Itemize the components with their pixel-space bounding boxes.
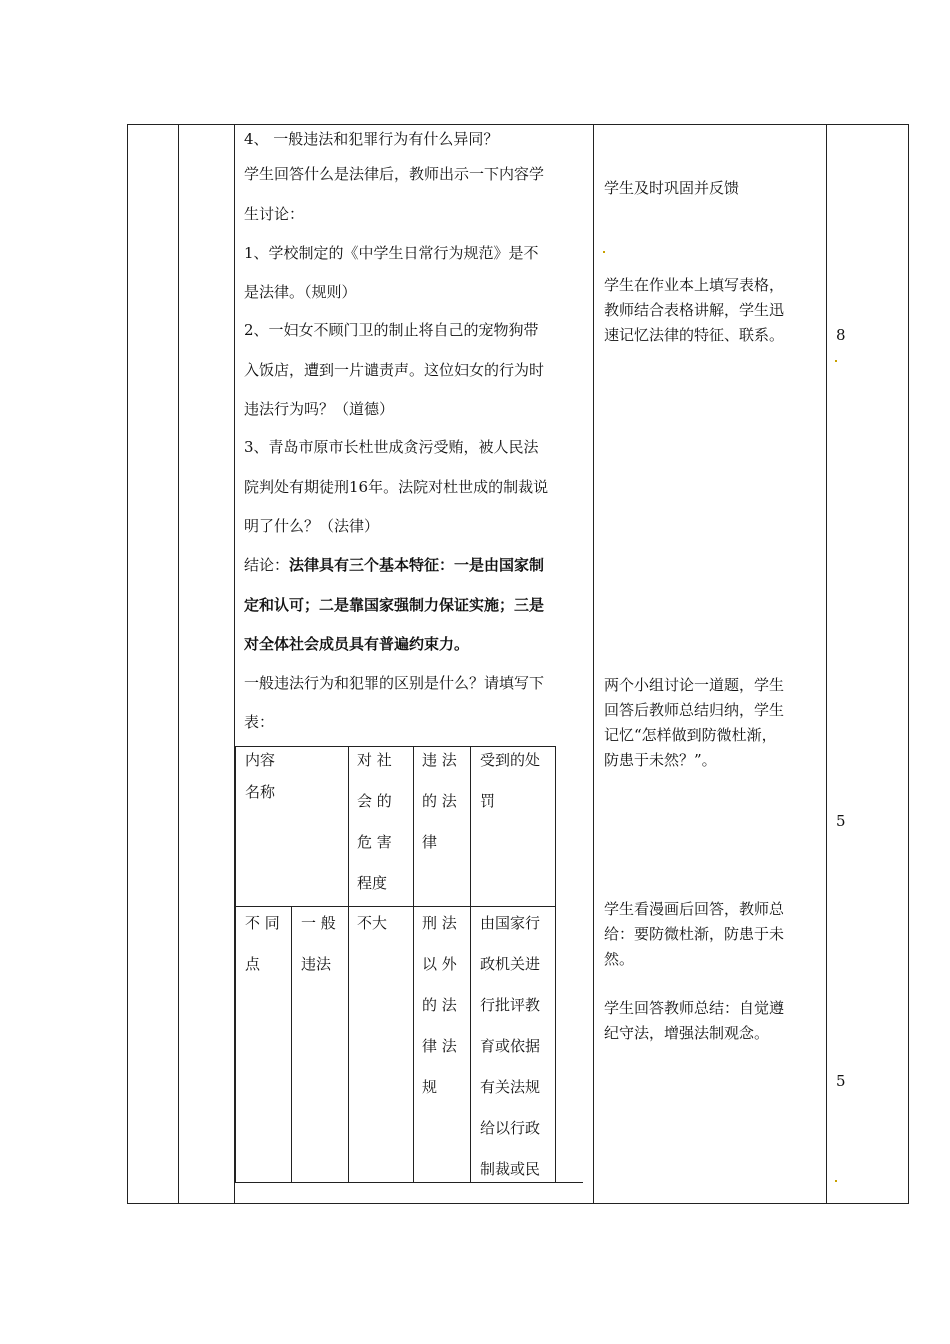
mark-dot bbox=[603, 251, 605, 253]
student-note-2: 学生在作业本上填写表格， 教师结合表格讲解，学生迅 速记忆法律的特征、联系。 bbox=[604, 276, 785, 344]
student-note-5: 学生回答教师总结：自觉遵 纪守法，增强法制观念。 bbox=[604, 999, 785, 1042]
row-violated-law: 刑 法 以 外 的 法 律 法 规 bbox=[422, 914, 457, 1096]
time-minutes: 8 bbox=[836, 326, 846, 344]
row-general-violation: 一 般 违法 bbox=[301, 914, 336, 973]
header-harm-degree: 对 社 会 的 危 害 程度 bbox=[357, 751, 392, 892]
conclusion bbox=[244, 555, 544, 575]
comparison-table bbox=[235, 746, 583, 1186]
conclusion-text: 对全体社会成员具有普遍约束力。 bbox=[244, 635, 470, 653]
student-note-3: 两个小组讨论一道题，学生 回答后教师总结归纳，学生 记忆“怎样做到防微杜渐， 防患于未然？”。 bbox=[604, 676, 785, 769]
content-line: 2、一妇女不顾门卫的制止将自己的宠物狗带 bbox=[244, 321, 539, 339]
content-line: 违法行为吗？（道德） bbox=[244, 400, 395, 418]
mark-dot bbox=[835, 360, 837, 362]
row-punishment: 由国家行 政机关进 行批评教 育或依据 有关法规 给以行政 制裁或民 bbox=[480, 914, 541, 1178]
student-note-4: 学生看漫画后回答，教师总 给：要防微杜渐，防患于未 然。 bbox=[604, 900, 785, 968]
mark-dot bbox=[835, 1180, 837, 1182]
content-line: 院判处有期徒刑16年。法院对杜世成的制裁说 bbox=[244, 478, 549, 496]
conclusion-label: 结论： bbox=[244, 556, 290, 574]
header-punishment: 受到的处 罚 bbox=[480, 751, 541, 810]
conclusion-text: 法律具有三个基本特征：一是由国家制 bbox=[289, 556, 545, 574]
row-difference-label: 不 同 点 bbox=[245, 914, 280, 973]
content-line: 1、学校制定的《中学生日常行为规范》是不 bbox=[244, 244, 539, 262]
column-divider bbox=[593, 124, 594, 1204]
row-harm-degree: 不大 bbox=[357, 914, 388, 932]
header-content-name: 内容 名称 bbox=[245, 751, 276, 801]
column-divider bbox=[826, 124, 827, 1204]
question-4: 4、 一般违法和犯罪行为有什么异同？ bbox=[244, 130, 499, 148]
content-line: 学生回答什么是法律后，教师出示一下内容学 bbox=[244, 165, 545, 183]
column-divider bbox=[178, 124, 179, 1204]
table-question: 表： bbox=[244, 713, 275, 731]
student-note-1: 学生及时巩固并反馈 bbox=[604, 179, 740, 197]
time-minutes: 5 bbox=[836, 1072, 846, 1090]
content-line: 生讨论： bbox=[244, 205, 305, 223]
content-line: 入饭店，遭到一片谴责声。这位妇女的行为时 bbox=[244, 361, 545, 379]
content-line: 是法律。（规则） bbox=[244, 283, 357, 301]
content-line: 3、青岛市原市长杜世成贪污受贿，被人民法 bbox=[244, 438, 539, 456]
time-minutes: 5 bbox=[836, 812, 846, 830]
table-question: 一般违法行为和犯罪的区别是什么？请填写下 bbox=[244, 674, 545, 692]
conclusion-text: 定和认可；二是靠国家强制力保证实施；三是 bbox=[244, 596, 545, 614]
header-violated-law: 违 法 的 法 律 bbox=[422, 751, 457, 851]
content-line: 明了什么？（法律） bbox=[244, 517, 380, 535]
